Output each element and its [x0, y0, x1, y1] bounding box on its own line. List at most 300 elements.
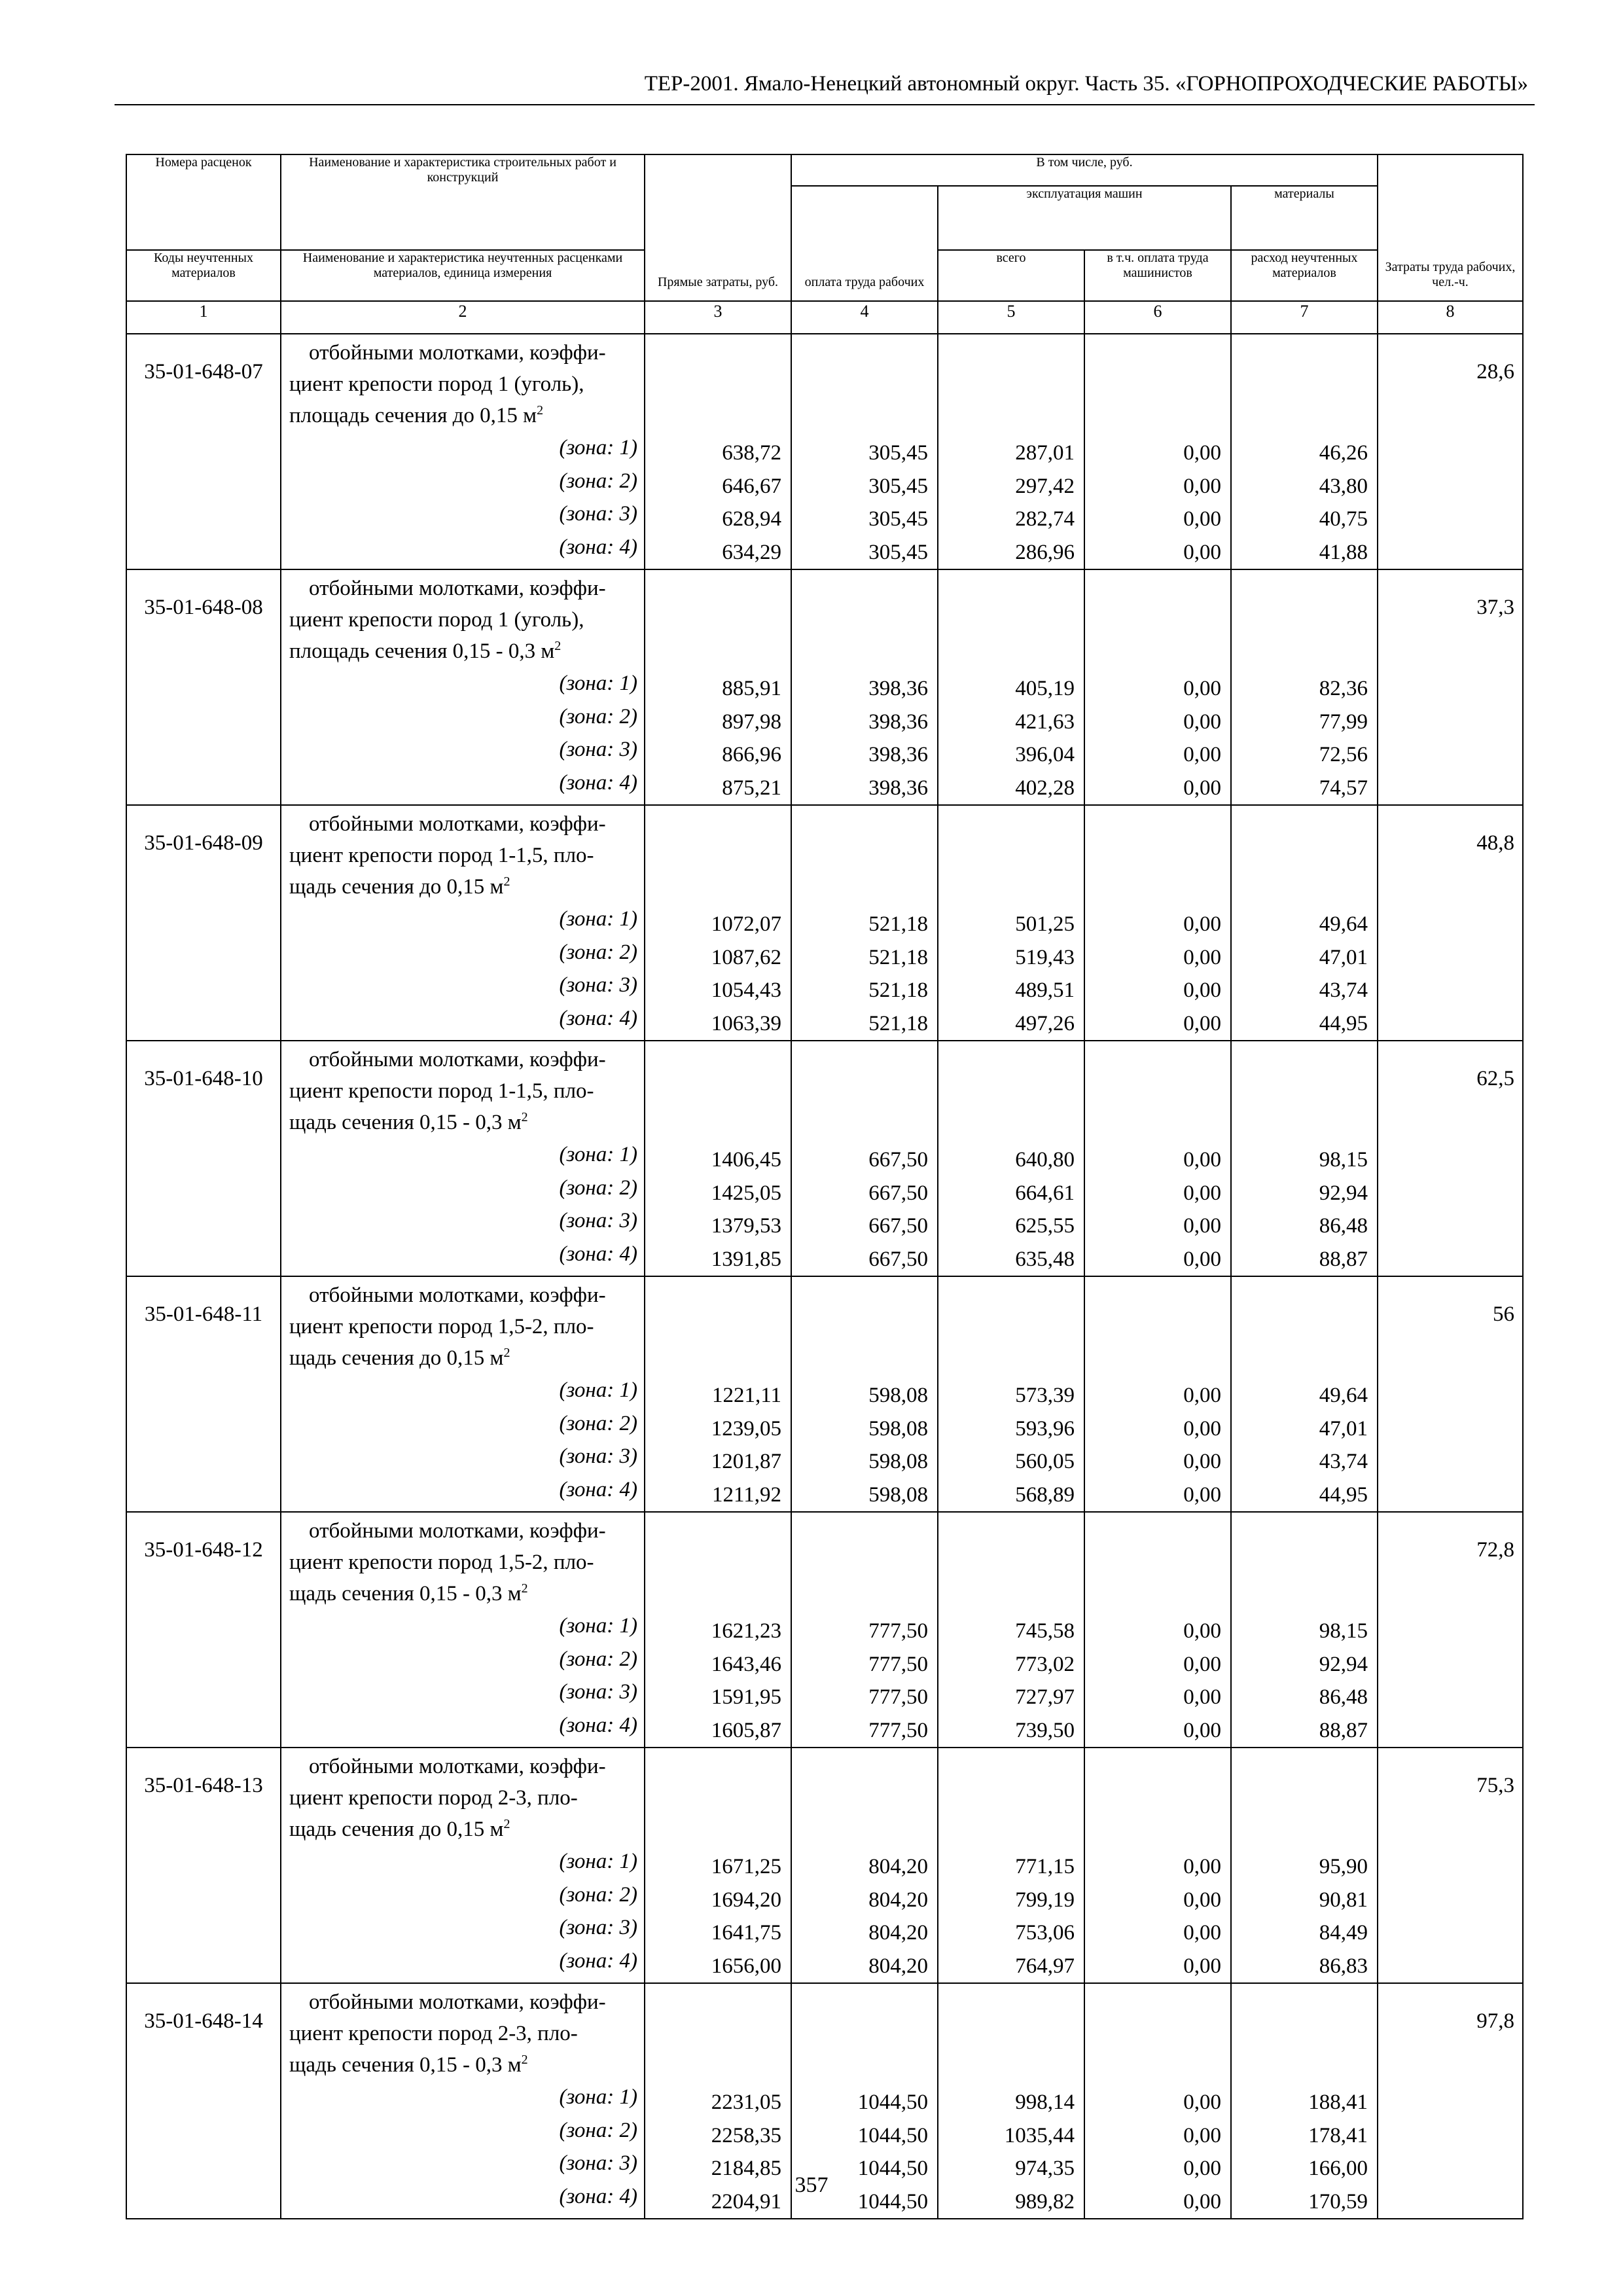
materials-cell — [1231, 805, 1378, 1041]
zone-label: (зона: 1) — [559, 1614, 637, 1638]
col-header-material-codes: Коды неучтенных материалов — [126, 250, 281, 301]
direct-cell — [645, 1512, 791, 1748]
operators-value: 0,00 — [1183, 1148, 1221, 1172]
col-header-work-name: Наименование и характеристика строительных работ и конструкций — [281, 154, 645, 250]
wages-value: 667,50 — [868, 1181, 928, 1205]
rate-code: 35-01-648-09 — [126, 805, 281, 1041]
description-line: щадь сечения до 0,15 $м^2$ — [289, 1346, 510, 1370]
materials-value: 72,56 — [1319, 743, 1368, 766]
machines-value: 593,96 — [1015, 1416, 1075, 1441]
col-header-rate-numbers: Номера расценок — [126, 154, 281, 250]
wages-value: 777,50 — [868, 1685, 928, 1709]
direct-cell — [645, 805, 791, 1041]
machines-value: 998,14 — [1015, 2090, 1075, 2114]
column-number: 4 — [791, 301, 938, 334]
materials-value: 47,01 — [1319, 945, 1368, 969]
materials-value: 46,26 — [1319, 441, 1368, 465]
materials-value: 84,49 — [1319, 1921, 1368, 1945]
direct-value: 1201,87 — [711, 1450, 781, 1473]
rates-table — [126, 154, 1524, 2219]
column-numbers-row — [126, 301, 1523, 334]
description-line: циент крепости пород 2-3, пло- — [289, 2022, 578, 2045]
direct-value: 1391,85 — [711, 1247, 781, 1271]
rate-code: 35-01-648-10 — [126, 1041, 281, 1276]
wages-value: 598,08 — [868, 1482, 928, 1507]
machines-value: 286,96 — [1015, 540, 1075, 564]
description-line: циент крепости пород 2-3, пло- — [289, 1786, 578, 1810]
operators-value: 0,00 — [1183, 945, 1221, 969]
operators-value: 0,00 — [1183, 978, 1221, 1002]
wages-value: 521,18 — [868, 945, 928, 969]
machines-cell — [938, 805, 1084, 1041]
labor-cost: 37,3 — [1378, 569, 1523, 805]
machines-value: 640,80 — [1015, 1148, 1075, 1172]
wages-value: 398,36 — [868, 677, 928, 700]
zone-label: (зона: 3) — [559, 502, 637, 526]
wages-value: 667,50 — [868, 1214, 928, 1238]
zone-label: (зона: 3) — [559, 1209, 637, 1232]
materials-value: 74,57 — [1319, 776, 1368, 800]
rate-code: 35-01-648-12 — [126, 1512, 281, 1748]
column-number: 1 — [126, 301, 281, 334]
zone-label: (зона: 4) — [559, 535, 637, 559]
materials-value: 40,75 — [1319, 507, 1368, 531]
materials-value: 43,74 — [1319, 978, 1368, 1002]
operators-value: 0,00 — [1183, 1855, 1221, 1878]
materials-value: 44,95 — [1319, 1482, 1368, 1507]
zone-label: (зона: 3) — [559, 1444, 637, 1468]
column-number: 2 — [281, 301, 645, 334]
direct-cell — [645, 334, 791, 569]
wages-value: 1044,50 — [857, 2157, 928, 2180]
operators-value: 0,00 — [1183, 441, 1221, 465]
direct-value: 2184,85 — [711, 2157, 781, 2180]
description-line: отбойными молотками, коэффи- — [309, 1990, 606, 2014]
description-line: площадь сечения 0,15 - 0,3 $м^2$ — [289, 639, 562, 663]
wages-cell — [791, 805, 938, 1041]
wages-value: 777,50 — [868, 1619, 928, 1643]
rate-description — [281, 805, 645, 1041]
col-header-material-names: Наименование и характеристика неучтенных расценками материалов, единица измерения — [281, 250, 645, 301]
materials-value: 43,74 — [1319, 1450, 1368, 1473]
direct-value: 866,96 — [722, 743, 781, 766]
operators-value: 0,00 — [1183, 1011, 1221, 1035]
direct-value: 2231,05 — [711, 2090, 781, 2114]
machines-value: 489,51 — [1015, 978, 1075, 1002]
labor-cost: 62,5 — [1378, 1041, 1523, 1276]
rate-code: 35-01-648-14 — [126, 1983, 281, 2219]
wages-value: 398,36 — [868, 743, 928, 766]
rate-description — [281, 1276, 645, 1512]
materials-cell — [1231, 1748, 1378, 1983]
wages-value: 305,45 — [868, 474, 928, 498]
column-number: 8 — [1378, 301, 1523, 334]
unit-superscript: 2 — [521, 2053, 528, 2067]
direct-value: 1605,87 — [711, 1718, 781, 1742]
wages-cell — [791, 1512, 938, 1748]
description-line: циент крепости пород 1-1,5, пло- — [289, 844, 594, 867]
col-header-labor-costs: Затраты труда рабочих, чел.-ч. — [1378, 154, 1523, 301]
description-line: щадь сечения 0,15 - 0,3 $м^2$ — [289, 1110, 528, 1134]
materials-value: 92,94 — [1319, 1652, 1368, 1676]
wages-value: 398,36 — [868, 709, 928, 734]
rate-description — [281, 569, 645, 805]
operators-value: 0,00 — [1183, 1214, 1221, 1238]
operators-value: 0,00 — [1183, 1181, 1221, 1205]
wages-value: 667,50 — [868, 1247, 928, 1271]
materials-value: 47,01 — [1319, 1416, 1368, 1441]
materials-value: 86,48 — [1319, 1214, 1368, 1238]
direct-value: 1671,25 — [711, 1855, 781, 1878]
labor-cost: 56 — [1378, 1276, 1523, 1512]
wages-value: 521,18 — [868, 1011, 928, 1035]
machines-value: 501,25 — [1015, 912, 1075, 936]
zone-label: (зона: 4) — [559, 1713, 637, 1737]
operators-value: 0,00 — [1183, 677, 1221, 700]
machines-value: 664,61 — [1015, 1181, 1075, 1205]
rate-code: 35-01-648-07 — [126, 334, 281, 569]
col-header-direct-costs: Прямые затраты, руб. — [645, 154, 791, 301]
operators-cell — [1084, 1276, 1231, 1512]
materials-cell — [1231, 334, 1378, 569]
rate-row — [126, 1276, 1523, 1512]
operators-value: 0,00 — [1183, 2090, 1221, 2114]
direct-cell — [645, 1748, 791, 1983]
description-line: отбойными молотками, коэффи- — [309, 812, 606, 836]
rate-code: 35-01-648-11 — [126, 1276, 281, 1512]
materials-value: 43,80 — [1319, 474, 1368, 498]
direct-value: 628,94 — [722, 507, 781, 531]
materials-value: 49,64 — [1319, 912, 1368, 936]
wages-value: 667,50 — [868, 1148, 928, 1172]
zone-label: (зона: 1) — [559, 1378, 637, 1402]
labor-cost: 72,8 — [1378, 1512, 1523, 1748]
operators-cell — [1084, 1748, 1231, 1983]
direct-value: 1379,53 — [711, 1214, 781, 1238]
operators-value: 0,00 — [1183, 709, 1221, 734]
zone-label: (зона: 3) — [559, 1680, 637, 1704]
machines-value: 568,89 — [1015, 1482, 1075, 1507]
page-header: ТЕР-2001. Ямало-Ненецкий автономный округ. Часть 35. «ГОРНОПРОХОДЧЕСКИЕ РАБОТЫ» — [644, 72, 1528, 96]
materials-cell — [1231, 1041, 1378, 1276]
direct-value: 1072,07 — [711, 912, 781, 936]
direct-value: 1239,05 — [711, 1416, 781, 1441]
description-line: щадь сечения до 0,15 $м^2$ — [289, 1817, 510, 1841]
machines-value: 519,43 — [1015, 945, 1075, 969]
rate-code: 35-01-648-13 — [126, 1748, 281, 1983]
zone-label: (зона: 1) — [559, 1143, 637, 1166]
machines-value: 573,39 — [1015, 1384, 1075, 1407]
materials-value: 88,87 — [1319, 1247, 1368, 1271]
rate-description — [281, 1041, 645, 1276]
column-number: 3 — [645, 301, 791, 334]
machines-value: 727,97 — [1015, 1685, 1075, 1709]
direct-value: 1425,05 — [711, 1181, 781, 1205]
machines-value: 297,42 — [1015, 474, 1075, 498]
wages-cell — [791, 569, 938, 805]
operators-value: 0,00 — [1183, 1685, 1221, 1709]
operators-cell — [1084, 805, 1231, 1041]
machines-value: 974,35 — [1015, 2157, 1075, 2180]
description-line: циент крепости пород 1 (уголь), — [289, 608, 584, 632]
column-number: 6 — [1084, 301, 1231, 334]
machines-value: 764,97 — [1015, 1954, 1075, 1978]
unit-superscript: 2 — [503, 1817, 510, 1831]
machines-value: 745,58 — [1015, 1619, 1075, 1643]
materials-cell — [1231, 1512, 1378, 1748]
operators-cell — [1084, 1512, 1231, 1748]
zone-label: (зона: 2) — [559, 1647, 637, 1671]
unit-superscript: 2 — [521, 1110, 528, 1124]
wages-value: 777,50 — [868, 1652, 928, 1676]
materials-value: 170,59 — [1308, 2189, 1368, 2214]
labor-cost: 48,8 — [1378, 805, 1523, 1041]
machines-value: 771,15 — [1015, 1855, 1075, 1878]
description-line: отбойными молотками, коэффи- — [309, 1283, 606, 1307]
col-header-including: В том числе, руб. — [791, 154, 1378, 186]
zone-label: (зона: 1) — [559, 436, 637, 459]
direct-value: 885,91 — [722, 677, 781, 700]
description-line: щадь сечения до 0,15 $м^2$ — [289, 874, 510, 899]
col-header-materials-group: материалы — [1231, 186, 1378, 250]
wages-cell — [791, 1748, 938, 1983]
materials-value: 86,48 — [1319, 1685, 1368, 1709]
materials-value: 188,41 — [1308, 2090, 1368, 2114]
description-line: циент крепости пород 1,5-2, пло- — [289, 1315, 594, 1338]
wages-value: 598,08 — [868, 1416, 928, 1441]
wages-value: 305,45 — [868, 441, 928, 465]
unit-superscript: 2 — [521, 1581, 528, 1596]
direct-value: 1406,45 — [711, 1148, 781, 1172]
materials-cell — [1231, 569, 1378, 805]
machines-value: 421,63 — [1015, 709, 1075, 734]
wages-value: 777,50 — [868, 1718, 928, 1742]
operators-cell — [1084, 569, 1231, 805]
materials-value: 90,81 — [1319, 1888, 1368, 1912]
zone-label: (зона: 1) — [559, 907, 637, 931]
operators-value: 0,00 — [1183, 1416, 1221, 1441]
machines-value: 497,26 — [1015, 1011, 1075, 1035]
header-rule — [115, 104, 1535, 105]
wages-cell — [791, 334, 938, 569]
machines-value: 753,06 — [1015, 1921, 1075, 1945]
materials-value: 86,83 — [1319, 1954, 1368, 1978]
zone-label: (зона: 2) — [559, 1882, 637, 1907]
machines-value: 799,19 — [1015, 1888, 1075, 1912]
unit-superscript: 2 — [503, 1346, 510, 1360]
col-header-wages: оплата труда рабочих — [791, 186, 938, 301]
zone-label: (зона: 2) — [559, 469, 637, 493]
rate-description — [281, 1748, 645, 1983]
direct-value: 1063,39 — [711, 1011, 781, 1035]
machines-cell — [938, 569, 1084, 805]
zone-label: (зона: 3) — [559, 973, 637, 997]
operators-value: 0,00 — [1183, 1954, 1221, 1978]
direct-cell — [645, 1276, 791, 1512]
machines-cell — [938, 334, 1084, 569]
machines-value: 396,04 — [1015, 743, 1075, 766]
direct-value: 875,21 — [722, 776, 781, 800]
wages-value: 521,18 — [868, 978, 928, 1002]
wages-value: 1044,50 — [857, 2189, 928, 2214]
column-number: 5 — [938, 301, 1084, 334]
direct-value: 897,98 — [722, 709, 781, 734]
machines-value: 560,05 — [1015, 1450, 1075, 1473]
direct-value: 1656,00 — [711, 1954, 781, 1978]
zone-label: (зона: 2) — [559, 2118, 637, 2142]
operators-value: 0,00 — [1183, 1652, 1221, 1676]
rate-row — [126, 1748, 1523, 1983]
direct-value: 2258,35 — [711, 2123, 781, 2147]
machines-cell — [938, 1276, 1084, 1512]
zone-label: (зона: 2) — [559, 1411, 637, 1435]
description-line: отбойными молотками, коэффи- — [309, 577, 606, 600]
operators-value: 0,00 — [1183, 1482, 1221, 1507]
wages-cell — [791, 1041, 938, 1276]
machines-value: 989,82 — [1015, 2189, 1075, 2214]
wages-value: 598,08 — [868, 1384, 928, 1407]
col-header-machines: эксплуатация машин — [938, 186, 1231, 250]
operators-value: 0,00 — [1183, 1384, 1221, 1407]
zone-label: (зона: 4) — [559, 1242, 637, 1266]
operators-value: 0,00 — [1183, 1619, 1221, 1643]
machines-cell — [938, 1041, 1084, 1276]
zone-label: (зона: 1) — [559, 1850, 637, 1873]
wages-value: 1044,50 — [857, 2123, 928, 2147]
machines-value: 405,19 — [1015, 677, 1075, 700]
wages-value: 804,20 — [868, 1855, 928, 1878]
zone-label: (зона: 1) — [559, 672, 637, 695]
materials-value: 178,41 — [1308, 2123, 1368, 2147]
description-line: щадь сечения 0,15 - 0,3 $м^2$ — [289, 2053, 528, 2077]
zone-label: (зона: 1) — [559, 2085, 637, 2109]
operators-value: 0,00 — [1183, 776, 1221, 800]
labor-cost: 28,6 — [1378, 334, 1523, 569]
direct-value: 1211,92 — [711, 1482, 781, 1507]
materials-value: 88,87 — [1319, 1718, 1368, 1742]
operators-cell — [1084, 334, 1231, 569]
materials-value: 166,00 — [1308, 2157, 1368, 2180]
wages-value: 804,20 — [868, 1921, 928, 1945]
zone-label: (зона: 2) — [559, 1175, 637, 1200]
table-body — [126, 334, 1523, 2219]
description-line: отбойными молотками, коэффи- — [309, 1519, 606, 1543]
description-line: отбойными молотками, коэффи- — [309, 341, 606, 365]
rate-description — [281, 1512, 645, 1748]
operators-value: 0,00 — [1183, 540, 1221, 564]
operators-cell — [1084, 1041, 1231, 1276]
materials-value: 44,95 — [1319, 1011, 1368, 1035]
operators-value: 0,00 — [1183, 743, 1221, 766]
direct-value: 1694,20 — [711, 1888, 781, 1912]
operators-value: 0,00 — [1183, 912, 1221, 936]
col-header-material-consumption: расход неучтенных материалов — [1231, 250, 1378, 301]
direct-value: 1054,43 — [711, 978, 781, 1002]
unit-superscript: 2 — [503, 874, 510, 889]
description-line: площадь сечения до 0,15 $м^2$ — [289, 403, 544, 427]
direct-value: 2204,91 — [711, 2189, 781, 2214]
description-line: циент крепости пород 1-1,5, пло- — [289, 1079, 594, 1103]
description-line: циент крепости пород 1,5-2, пло- — [289, 1551, 594, 1574]
zone-label: (зона: 4) — [559, 1006, 637, 1030]
table-head — [126, 154, 1523, 334]
rate-code: 35-01-648-08 — [126, 569, 281, 805]
rate-row — [126, 569, 1523, 805]
machines-value: 282,74 — [1015, 507, 1075, 531]
operators-value: 0,00 — [1183, 507, 1221, 531]
zone-label: (зона: 3) — [559, 2151, 637, 2175]
materials-value: 98,15 — [1319, 1619, 1368, 1643]
rate-row — [126, 334, 1523, 569]
operators-value: 0,00 — [1183, 2189, 1221, 2214]
materials-value: 82,36 — [1319, 677, 1368, 700]
column-number: 7 — [1231, 301, 1378, 334]
zone-label: (зона: 3) — [559, 738, 637, 761]
machines-cell — [938, 1748, 1084, 1983]
zone-label: (зона: 2) — [559, 940, 637, 964]
wages-value: 1044,50 — [857, 2090, 928, 2114]
zone-label: (зона: 4) — [559, 1948, 637, 1973]
direct-value: 1221,11 — [711, 1384, 781, 1407]
direct-value: 634,29 — [722, 540, 781, 564]
unit-superscript: 2 — [537, 403, 544, 418]
direct-value: 1641,75 — [711, 1921, 781, 1945]
operators-value: 0,00 — [1183, 1450, 1221, 1473]
col-header-machines-total: всего — [938, 250, 1084, 301]
wages-value: 598,08 — [868, 1450, 928, 1473]
zone-label: (зона: 2) — [559, 704, 637, 728]
machines-value: 739,50 — [1015, 1718, 1075, 1742]
description-line: отбойными молотками, коэффи- — [309, 1755, 606, 1778]
operators-value: 0,00 — [1183, 1921, 1221, 1945]
rate-row — [126, 1041, 1523, 1276]
wages-value: 804,20 — [868, 1954, 928, 1978]
materials-value: 92,94 — [1319, 1181, 1368, 1205]
direct-value: 1621,23 — [711, 1619, 781, 1643]
materials-cell — [1231, 1276, 1378, 1512]
direct-value: 1643,46 — [711, 1652, 781, 1676]
direct-value: 638,72 — [722, 441, 781, 465]
operators-value: 0,00 — [1183, 2123, 1221, 2147]
operators-value: 0,00 — [1183, 1247, 1221, 1271]
machines-value: 773,02 — [1015, 1652, 1075, 1676]
description-line: циент крепости пород 1 (уголь), — [289, 372, 584, 396]
wages-value: 521,18 — [868, 912, 928, 936]
operators-value: 0,00 — [1183, 474, 1221, 498]
direct-cell — [645, 569, 791, 805]
machines-value: 287,01 — [1015, 441, 1075, 465]
zone-label: (зона: 4) — [559, 1477, 637, 1501]
labor-cost: 97,8 — [1378, 1983, 1523, 2219]
machines-value: 635,48 — [1015, 1247, 1075, 1271]
zone-label: (зона: 3) — [559, 1916, 637, 1939]
wages-value: 804,20 — [868, 1888, 928, 1912]
zone-label: (зона: 4) — [559, 770, 637, 795]
materials-value: 49,64 — [1319, 1384, 1368, 1407]
direct-value: 1591,95 — [711, 1685, 781, 1709]
description-line: щадь сечения 0,15 - 0,3 $м^2$ — [289, 1581, 528, 1605]
operators-value: 0,00 — [1183, 2157, 1221, 2180]
machines-value: 402,28 — [1015, 776, 1075, 800]
rate-description — [281, 334, 645, 569]
machines-value: 1035,44 — [1004, 2123, 1075, 2147]
direct-value: 1087,62 — [711, 945, 781, 969]
rate-row — [126, 805, 1523, 1041]
direct-value: 646,67 — [722, 474, 781, 498]
wages-value: 305,45 — [868, 507, 928, 531]
page-number: 357 — [794, 2173, 829, 2197]
materials-value: 77,99 — [1319, 709, 1368, 734]
